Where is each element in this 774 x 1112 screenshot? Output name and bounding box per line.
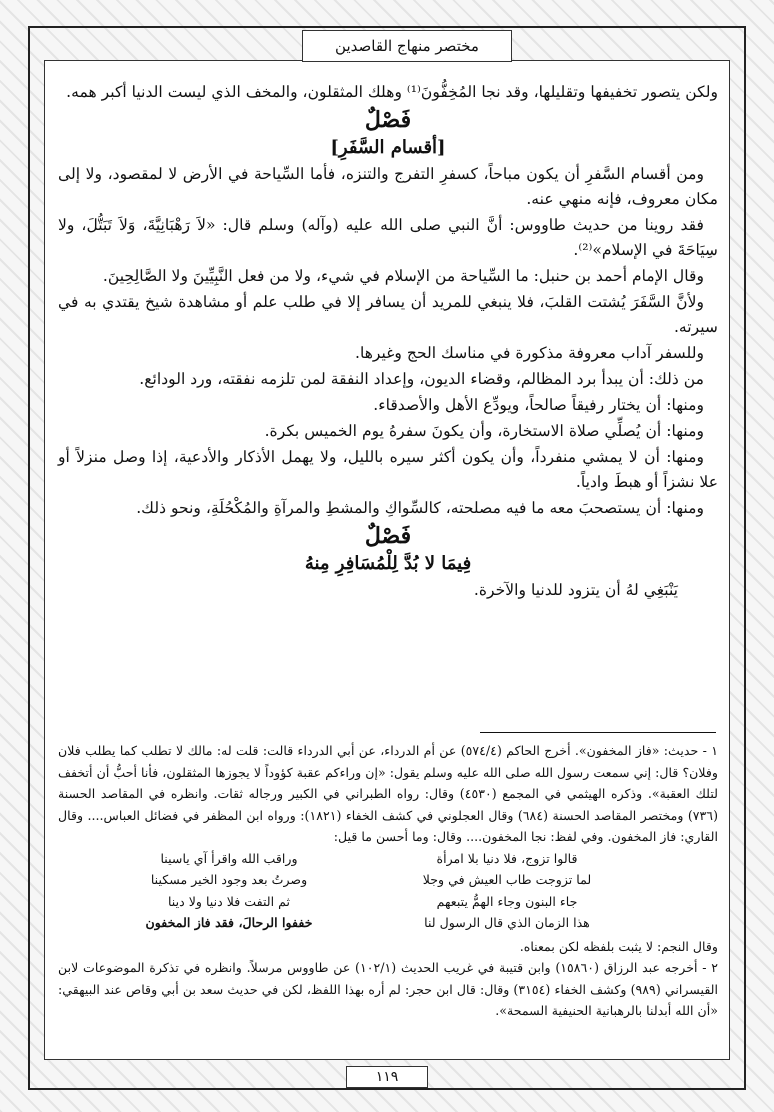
poem-hemistich: هذا الزمان الذي قال الرسول لنا — [424, 915, 590, 930]
paragraph-minha-4: ومنها: أن يستصحبَ معه ما فيه مصلحته، كالسِّواكِ والمشطِ والمرآةِ والمُكْحُلَةِ، ونحو ذلك. — [136, 499, 704, 517]
paragraph-adab: وللسفر آداب معروفة مذكورة في مناسك الحج وغيرها. — [355, 344, 704, 362]
poem-hemistich: وصرتُ بعد وجود الخير مسكينا — [150, 872, 308, 887]
paragraph-yanbaghi: يَنْبَغِي لهُ أن يتزود للدنيا والآخرة. — [473, 581, 678, 599]
page-number: ١١٩ — [375, 1069, 399, 1085]
paragraph-tawus: فقد روينا من حديث طاووس: أنَّ النبي صلى الله عليه (وآله) وسلم قال: «لاَ رَهْبَانِيَّةَ، وَلاَ تَبَتُّلَ، ولا سِيَاحَةَ في الإسلام»⁽²⁾. — [58, 216, 718, 259]
poem-verse — [58, 848, 718, 934]
main-text — [58, 80, 718, 604]
section-heading-1: فَصْلٌ — [364, 107, 412, 133]
paragraph-minha-1: ومنها: أن يختار رفيقاً صالحاً، ويودِّع الأهل والأصدقاء. — [373, 396, 704, 414]
poem-hemistich: لما تزوجت طاب العيش في وجلا — [422, 872, 592, 887]
section-heading-2: فَصْلٌ — [364, 523, 412, 549]
paragraph-min-dhalik: من ذلك: أن يبدأ برد المظالم، وقضاء الديون، وإعداد النفقة لمن تلزمه نفقته، ورد الودائع. — [139, 370, 704, 388]
paragraph-aqsam: ومن أقسام السَّفرِ أن يكون مباحاً، كسفرِ التفرج والتنزه، فأما السِّياحة في الأرض لا لمقصود، ولا إلى مكان معروف، فإنه منهي عنه. — [58, 165, 718, 208]
poem-hemistich: ثم التفت فلا دنيا ولا دينا — [167, 893, 291, 909]
page-number-box — [346, 1066, 428, 1088]
poem-hemistich: وراقب الله واقرأ آي ياسينا — [160, 850, 298, 866]
paragraph-tashattut: ولأنَّ السَّفَرَ يُشتت القلبَ، فلا ينبغي للمريد أن يسافر إلا في طلب علم أو مشاهدة شيخ يقتدي به في سيرته. — [58, 293, 718, 336]
paragraph-minha-3: ومنها: أن لا يمشي منفرداً، وأن يكون أكثر سيره بالليل، ولا يهمل الأذكار والأدعية، إذا وصل منزلاً أو علا نشزاً أو هبطَ وادياً. — [58, 448, 718, 491]
section-subheading-1: [أقسام السَّفَرِ] — [330, 137, 446, 158]
section-subheading-2: فِيمَا لا بُدَّ لِلْمُسَافِرِ مِنهُ — [304, 553, 472, 574]
footnote-1: ١ - حديث: «فاز المخفون». أخرج الحاكم (٥٧٤/٤) عن أم الدرداء، عن أبي الدرداء قالت: قلت له: مالك لا تطلب كما يطلب فلان وفلان؟ قال: إني سمعت رسول الله صلى الله عليه وسلم يقول: «إن وراءكم عقبة كؤوداً لا يجوزها المثقلون، فأنا أحبُّ أن أتخفف لتلك العقبة». وذكره الهيثمي في المجمع (٤٥٣٠) وقال: رواه الطبراني في الكبير ورجاله ثقات. وانظره في المقاصد الحسنة (٧٣٦) ومختصر المقاصد الحسنة (٦٨٤) وقال العجلوني في كشف الخفاء (١٨٢١): ورواه ابن المظفر في فضائل العباس.... وقال القاري: فاز المخفون. وفي لفظ: نجا المخفون.... وقال: وما أحسن ما قيل: — [58, 743, 718, 844]
book-title: مختصر منهاج القاصدين — [335, 37, 479, 55]
footnote-1-tail: وقال النجم: لا يثبت بلفظه لكن بمعناه. — [519, 938, 718, 954]
paragraph-minha-2: ومنها: أن يُصلِّي صلاة الاستخارة، وأن يكونَ سفرهُ يوم الخميس بكرة. — [264, 422, 704, 440]
footnotes — [58, 740, 718, 1022]
poem-hemistich: خففوا الرحالَ، فقد فاز المخفون — [145, 915, 313, 930]
paragraph-ahmad: وقال الإمام أحمد بن حنبل: ما السِّياحة من الإسلام في شيء، ولا من فعل النَّبِيِّينَ ولا الصَّالِحِينَ. — [102, 267, 704, 285]
paragraph-intro: ولكن يتصور تخفيفها وتقليلها، وقد نجا المُخِفُّونَ⁽¹⁾ وهلك المثقلون، والمخف الذي ليست الدنيا أكبر همه. — [66, 83, 718, 101]
running-header — [302, 30, 512, 62]
poem-hemistich: جاء البنون وجاء الهمُّ يتبعهم — [436, 893, 578, 909]
footnote-2: ٢ - أخرجه عبد الرزاق (١٥٨٦٠) وابن قتيبة في غريب الحديث (١٠٢/١) عن طاووس مرسلاً. وانظره في تذكرة الموضوعات لابن القيسراني (٩٨٩) وكشف الخفاء (٣١٥٤) وقال: قال ابن حجر: لم أره بهذا اللفظ، لكن في حديث سعد بن أبي وقاص عند البيهقي: «أن الله أبدلنا بالرهبانية الحنيفية السمحة». — [58, 960, 719, 1018]
footnote-separator — [480, 732, 716, 733]
poem-hemistich: قالوا تزوج، فلا دنيا بلا امرأة — [436, 850, 578, 866]
